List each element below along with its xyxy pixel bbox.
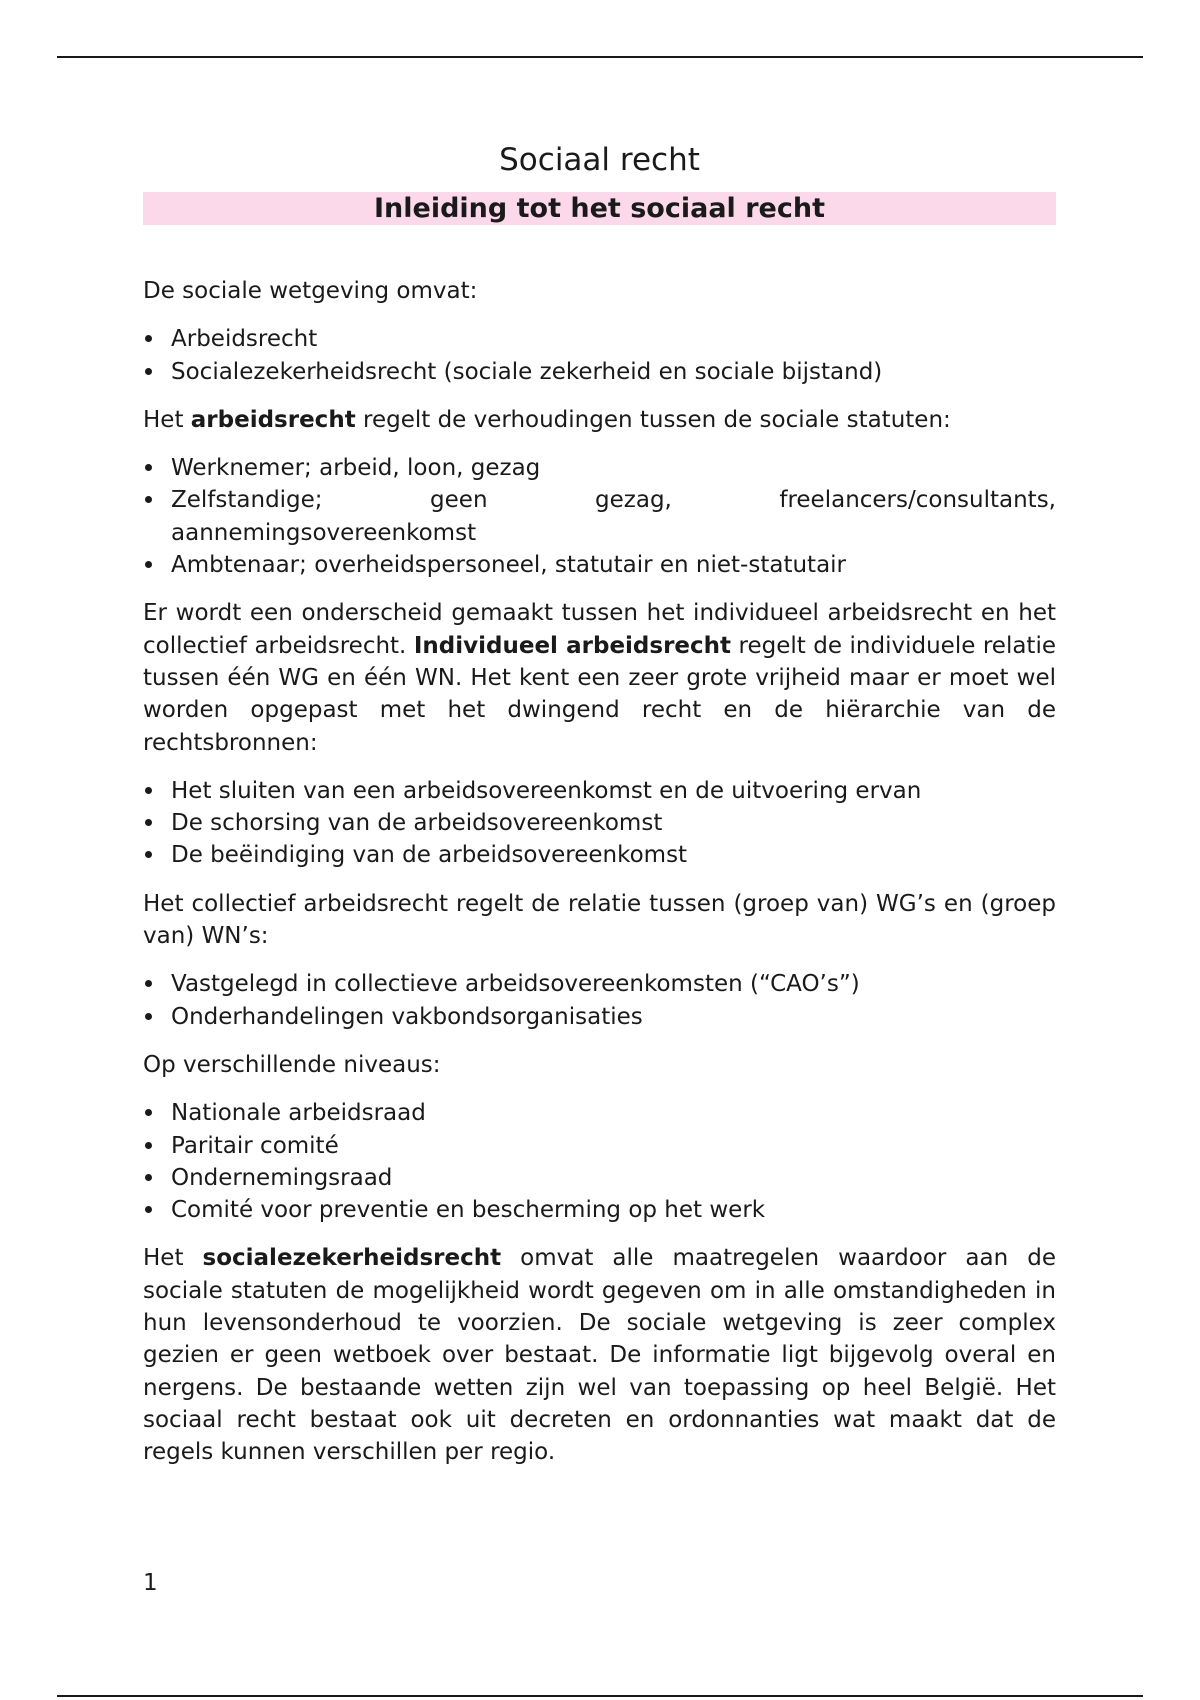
document-title: Sociaal recht (499, 142, 700, 178)
footer-rule (57, 1695, 1143, 1697)
list-item: Zelfstandige; geen gezag, freelancers/consultants, aannemingsovereenkomst (171, 484, 1056, 549)
list-item: Ambtenaar; overheidspersoneel, statutair en niet-statutair (171, 549, 1056, 581)
page-number: 1 (143, 1570, 158, 1596)
niveaus-paragraph: Op verschillende niveaus: (143, 1051, 441, 1078)
bold-term: Individueel arbeidsrecht (413, 632, 732, 659)
niveaus-list (143, 1097, 1056, 1226)
list-item: De beëindiging van de arbeidsovereenkomst (171, 839, 1056, 871)
section-heading: Inleiding tot het sociaal recht (143, 192, 1056, 225)
list-item: Arbeidsrecht (171, 323, 1056, 355)
list-item: Paritair comité (171, 1130, 1056, 1162)
individueel-paragraph (143, 597, 1056, 758)
header-rule (57, 56, 1143, 58)
text-run: regelt de individuele relatie tussen één WG en één WN. Het kent een zeer grote vrijheid maar er moet wel worden opgepast met het dwingend recht en de hiërarchie van de rechtsbronnen: (143, 632, 1056, 756)
list-item: Het sluiten van een arbeidsovereenkomst en de uitvoering ervan (171, 775, 1056, 807)
socialezekerheidsrecht-paragraph (143, 1242, 1056, 1468)
intro-paragraph: De sociale wetgeving omvat: (143, 278, 478, 304)
page-content (143, 138, 1056, 1485)
list-item: Comité voor preventie en bescherming op het werk (171, 1194, 1056, 1226)
list-item: De schorsing van de arbeidsovereenkomst (171, 807, 1056, 839)
list-item: Socialezekerheidsrecht (sociale zekerheid en sociale bijstand) (171, 356, 1056, 388)
bold-term: arbeidsrecht (190, 406, 356, 433)
text-run: regelt de verhoudingen tussen de sociale statuten: (355, 406, 951, 433)
list-item: Onderhandelingen vakbondsorganisaties (171, 1001, 1056, 1033)
statuten-list (143, 452, 1056, 581)
text-run: Het (143, 406, 191, 433)
individueel-list (143, 775, 1056, 872)
collectief-paragraph: Het collectief arbeidsrecht regelt de relatie tussen (groep van) WG’s en (groep van) WN’s: (143, 890, 1056, 950)
intro-list (143, 323, 1056, 388)
list-item: Ondernemingsraad (171, 1162, 1056, 1194)
bold-term: socialezekerheidsrecht (202, 1245, 502, 1272)
list-item: Nationale arbeidsraad (171, 1097, 1056, 1129)
text-run: omvat alle maatregelen waardoor aan de sociale statuten de mogelijkheid wordt gegeven om in alle omstandigheden in hun levensonderhoud te voorzien. De sociale wetgeving is zeer complex gezien er geen wetboek over bestaat. De informatie ligt bijgevolg overal en nergens. De bestaande wetten zijn wel van toepassing op heel België. Het sociaal recht bestaat ook uit decreten en ordonnanties wat maakt dat de regels kunnen verschillen per regio. (143, 1245, 1057, 1466)
arbeidsrecht-paragraph (143, 404, 1056, 436)
collectief-list (143, 968, 1056, 1033)
document-body (143, 275, 1056, 1469)
list-item: Werknemer; arbeid, loon, gezag (171, 452, 1056, 484)
list-item: Vastgelegd in collectieve arbeidsovereenkomsten (“CAO’s”) (171, 968, 1056, 1000)
text-run: Er wordt een onderscheid gemaakt tussen het individueel arbeidsrecht en het collectief arbeidsrecht. (143, 600, 1056, 659)
text-run: Het (143, 1245, 203, 1272)
